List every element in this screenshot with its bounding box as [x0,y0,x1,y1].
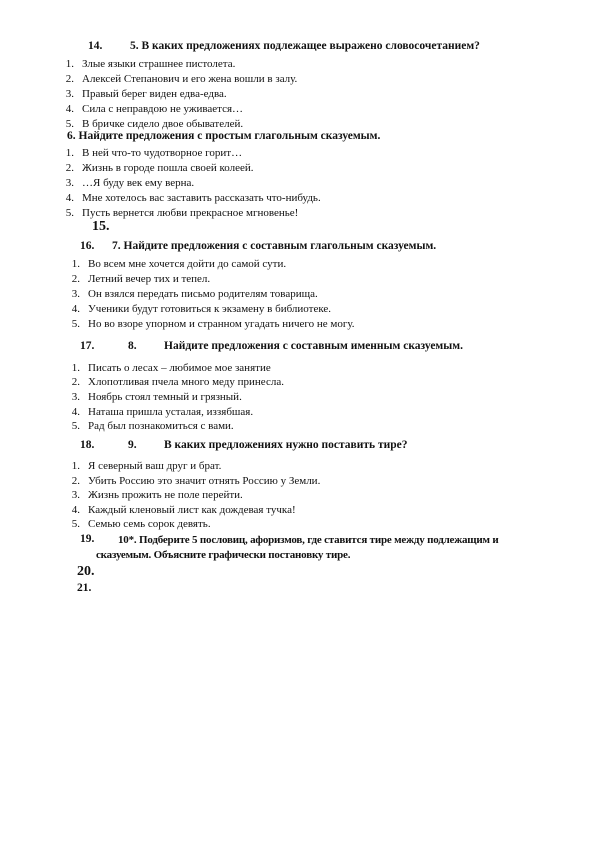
question-number: 14. [88,40,103,52]
question-title: В каких предложениях нужно поставить тире? [164,439,408,451]
list-item: 4. Ученики будут готовиться к экзамену в библиотеке. [71,303,332,315]
list-item: 5. Пусть вернется любви прекрасное мгновенье! [65,207,299,219]
question-number: 16. [80,240,95,252]
question-6-header [67,130,380,142]
list-item: 2. Убить Россию это значит отнять Россию у Земли. [71,475,321,487]
list-item: 3. Ноябрь стоял темный и грязный. [71,391,242,403]
question-number: 18. [80,439,95,451]
list-item: 5. В бричке сидело двое обывателей. [65,118,244,130]
question-18-header [80,439,408,451]
question-number: 17. [80,340,95,352]
list-item: 2. Летний вечер тих и тепел. [71,273,211,285]
item-number-15: 15. [92,219,110,234]
list-item: 1. Во всем мне хочется дойти до самой сути. [71,258,287,270]
list-item: 4. Наташа пришла усталая, иззябшая. [71,406,254,418]
list-item: 1. В ней что-то чудотворное горит… [65,147,243,159]
list-item: 4. Мне хотелось вас заставить рассказать что-нибудь. [65,192,321,204]
question-title: 5. В каких предложениях подлежащее выражено словосочетанием? [130,40,480,52]
list-item: 5. Рад был познакомиться с вами. [71,420,234,432]
list-item: 2. Алексей Степанович и его жена вошли в залу. [65,73,298,85]
list-item: 3. …Я буду век ему верна. [65,177,195,189]
question-title: 6. Найдите предложения с простым глагольным сказуемым. [67,130,381,142]
question-subnumber: 8. [128,340,137,352]
list-item: 1. Я северный ваш друг и брат. [71,460,222,472]
question-19-text-line2: сказуемым. Объясните графически постановку тире. [96,549,351,561]
list-item: 4. Каждый кленовый лист как дождевая тучка! [71,504,296,516]
question-16-header [80,240,436,252]
list-item: 4. Сила с неправдою не уживается… [65,103,244,115]
question-title: 7. Найдите предложения с составным глагольным сказуемым. [112,240,437,252]
list-item: 2. Хлопотливая пчела много меду принесла. [71,376,284,388]
item-number-21: 21. [77,582,92,594]
question-19-text-line1: 10*. Подберите 5 пословиц, афоризмов, где ставится тире между подлежащим и [118,534,499,546]
list-item: 5. Семью семь сорок девять. [71,518,211,530]
item-number-20: 20. [77,564,95,579]
list-item: 1. Писать о лесах – любимое мое занятие [71,362,271,374]
list-item: 3. Жизнь прожить не поле перейти. [71,489,243,501]
question-title: Найдите предложения с составным именным сказуемым. [164,340,463,352]
list-item: 3. Он взялся передать письмо родителям товарища. [71,288,318,300]
question-14-header [88,40,480,52]
list-item: 5. Но во взоре упорном и странном угадать ничего не могу. [71,318,355,330]
list-item: 2. Жизнь в городе пошла своей колеей. [65,162,254,174]
list-item: 1. Злые языки страшнее пистолета. [65,58,236,70]
question-17-header [80,340,463,352]
question-19-number: 19. [80,533,95,545]
question-subnumber: 9. [128,439,137,451]
list-item: 3. Правый берег виден едва-едва. [65,88,227,100]
